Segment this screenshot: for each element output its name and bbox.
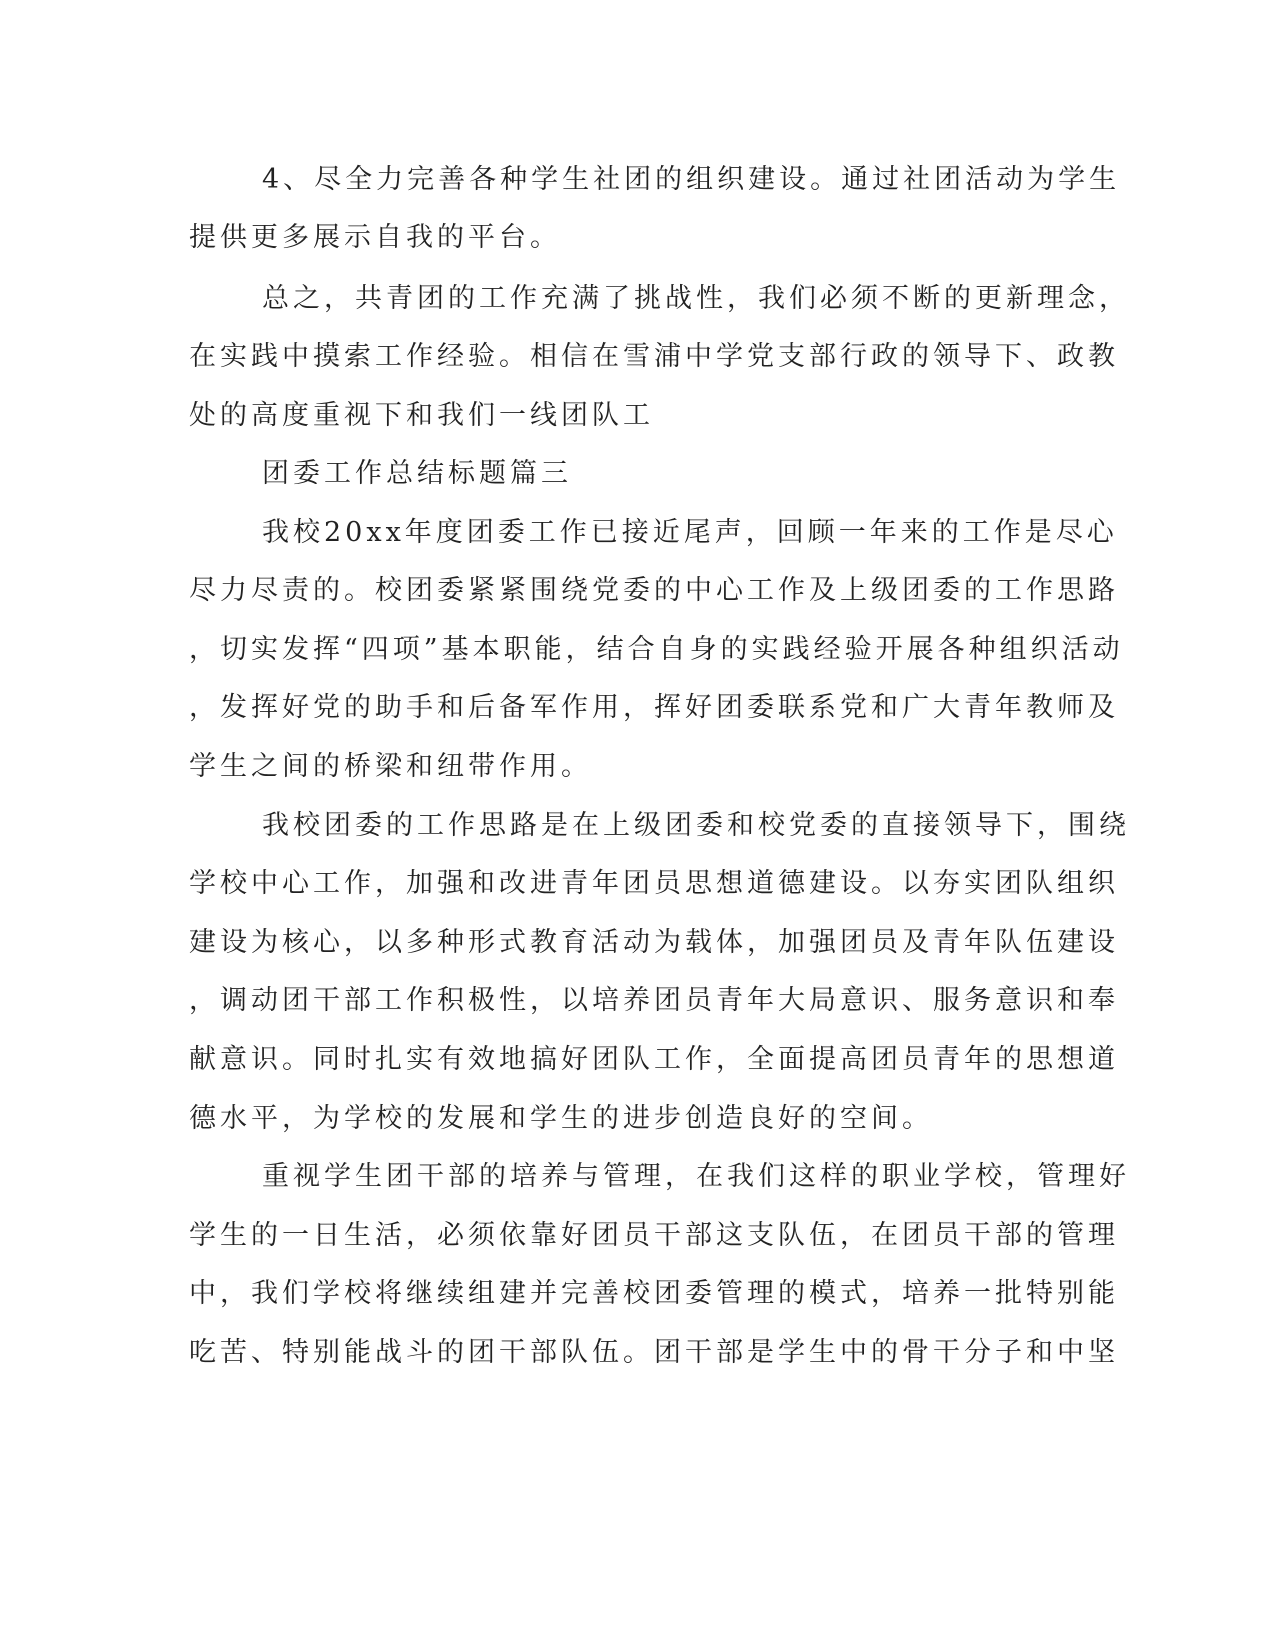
- text-line: 建设为核心，以多种形式教育活动为载体，加强团员及青年队伍建设: [189, 927, 1119, 958]
- text-line: 我校20xx年度团委工作已接近尾声，回顾一年来的工作是尽心: [262, 517, 1118, 548]
- text-line: 学生的一日生活，必须依靠好团员干部这支队伍，在团员干部的管理: [189, 1220, 1119, 1251]
- text-line: ，发挥好党的助手和后备军作用，挥好团委联系党和广大青年教师及: [189, 692, 1119, 723]
- text-line: ，切实发挥“四项”基本职能，结合自身的实践经验开展各种组织活动: [189, 634, 1124, 665]
- text-line: 学校中心工作，加强和改进青年团员思想道德建设。以夯实团队组织: [189, 868, 1119, 899]
- text-line: 中，我们学校将继续组建并完善校团委管理的模式，培养一批特别能: [189, 1278, 1119, 1309]
- text-line: 尽力尽责的。校团委紧紧围绕党委的中心工作及上级团委的工作思路: [189, 575, 1119, 606]
- text-line: 重视学生团干部的培养与管理，在我们这样的职业学校，管理好: [262, 1161, 1130, 1192]
- text-line: 我校团委的工作思路是在上级团委和校党委的直接领导下，围绕: [262, 810, 1130, 841]
- text-line: ，调动团干部工作积极性，以培养团员青年大局意识、服务意识和奉: [189, 985, 1119, 1016]
- text-line: 4、尽全力完善各种学生社团的组织建设。通过社团活动为学生: [262, 164, 1121, 195]
- text-line: 德水平，为学校的发展和学生的进步创造良好的空间。: [189, 1103, 933, 1134]
- text-line: 献意识。同时扎实有效地搞好团队工作，全面提高团员青年的思想道: [189, 1044, 1119, 1075]
- text-line: 提供更多展示自我的平台。: [189, 222, 561, 253]
- text-line: 总之，共青团的工作充满了挑战性，我们必须不断的更新理念，: [262, 283, 1130, 314]
- text-line: 处的高度重视下和我们一线团队工: [189, 400, 654, 431]
- section-heading: 团委工作总结标题篇三: [262, 458, 572, 489]
- text-line: 吃苦、特别能战斗的团干部队伍。团干部是学生中的骨干分子和中坚: [189, 1337, 1119, 1368]
- text-line: 在实践中摸索工作经验。相信在雪浦中学党支部行政的领导下、政教: [189, 341, 1119, 372]
- text-line: 学生之间的桥梁和纽带作用。: [189, 751, 592, 782]
